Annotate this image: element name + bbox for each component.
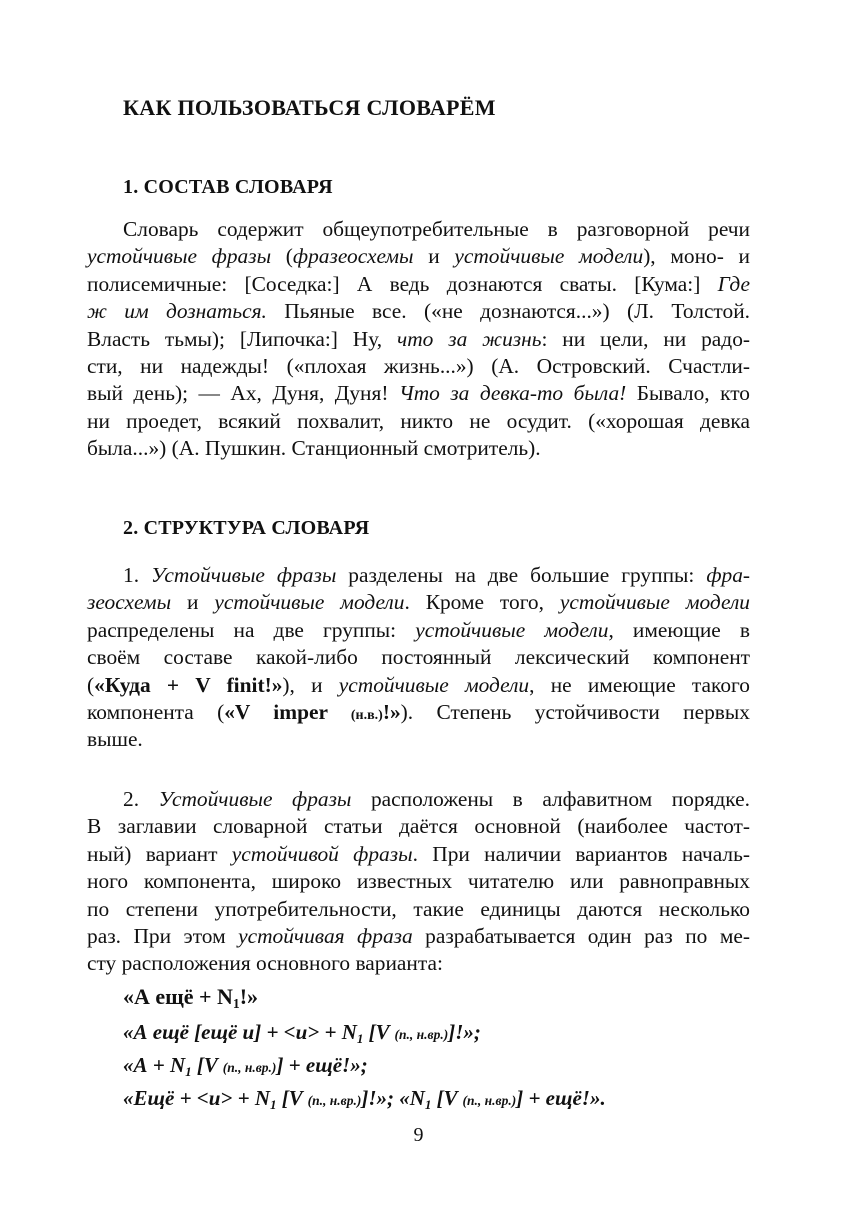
text-line: была...») (А. Пушкин. Станционный смотритель). [87, 436, 541, 461]
text-line: устойчивые фразы (фразеосхемы и устойчивые модели), моно- и [87, 244, 750, 269]
section-heading-composition: 1. СОСТАВ СЛОВАРЯ [123, 176, 333, 198]
page-number: 9 [413, 1124, 424, 1146]
formula-variant: «А ещё [ещё $и] + <и> + N_1$ [V (п., н.вр.)]!»; [123, 1020, 481, 1046]
text-line: полисемичные: [Соседка:] А ведь дознаются сваты. [Кума:] Где [87, 271, 750, 296]
paragraph-structure-1 [87, 562, 750, 754]
text-line: компонента («V imper (н.в.)!»). Степень устойчивости первых [87, 699, 750, 724]
text-line: раз. При этом устойчивая фраза разрабатывается один раз по ме- [87, 923, 750, 948]
text-line: вый день); — Ах, Дуня, Дуня! Что за девка-то была! Бывало, кто [87, 381, 750, 406]
text-line: сти, ни надежды! («плохая жизнь...») (А. Островский. Счастли- [87, 353, 750, 378]
text-line: 2. Устойчивые фразы расположены в алфавитном порядке. [123, 787, 750, 811]
text-line: сту расположения основного варианта: [87, 951, 443, 976]
text-line: своём составе какой-либо постоянный лексический компонент [87, 645, 750, 670]
text-line: ный) вариант устойчивой фразы. При наличии вариантов началь- [87, 841, 750, 866]
paragraph-composition [87, 216, 750, 463]
text-line: ного компонента, широко известных читателю или равноправных [87, 869, 750, 894]
text-line: выше. [87, 727, 143, 752]
formula-main: «А ещё + $N_1$!» [123, 984, 259, 1012]
text-line: 1. Устойчивые фразы разделены на две большие группы: фра- [123, 563, 751, 587]
page-title: КАК ПОЛЬЗОВАТЬСЯ СЛОВАРЁМ [123, 95, 496, 120]
text-line: распределены на две группы: устойчивые модели, имеющие в [87, 617, 750, 642]
text-line: ж им дознаться. Пьяные все. («не дознаются...») (Л. Толстой. [87, 299, 750, 324]
text-line: зеосхемы и устойчивые модели. Кроме того, устойчивые модели [87, 590, 750, 615]
text-line: по степени употребительности, такие единицы даются несколько [87, 896, 750, 921]
formula-variant: «Ещё + $<и> + N_1$ [V (п., н.вр.)]!»; «$N_1$ [V (п., н.вр.)] + ещё!». [123, 1085, 606, 1112]
text-line: Власть тьмы); [Липочка:] Ну, что за жизнь: ни цели, ни радо- [87, 326, 751, 351]
paragraph-structure-2 [87, 786, 750, 978]
section-heading-structure: 2. СТРУКТУРА СЛОВАРЯ [123, 517, 370, 539]
text-line: («Куда + V finit!»), и устойчивые модели, не имеющие такого [87, 672, 750, 697]
text-line: Словарь содержит общеупотребительные в разговорной речи [123, 217, 750, 241]
formula-variant: «$А + N_1$ [V (п., н.вр.)] + ещё!»; [123, 1052, 368, 1079]
text-line: В заглавии словарной статьи даётся основной (наиболее частот- [87, 814, 750, 839]
formula-list [123, 982, 606, 1118]
text-line: ни проедет, всякий похвалит, никто не осудит. («хорошая девка [87, 408, 750, 433]
